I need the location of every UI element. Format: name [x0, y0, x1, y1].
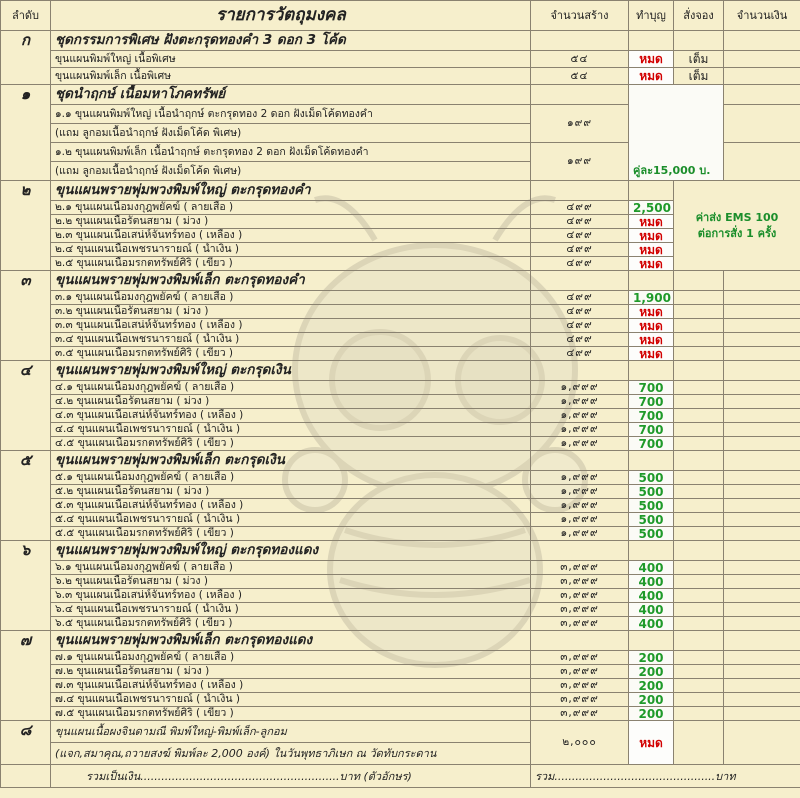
col-header-order: ลำดับ: [1, 1, 51, 31]
total-sum[interactable]: รวม..............................................บาท: [531, 765, 800, 788]
item-price: 200: [629, 679, 674, 693]
item-quantity: ๑,๙๙๙: [531, 485, 629, 499]
item-quantity: ๔๙๙: [531, 347, 629, 361]
col-header-created: จำนวนสร้าง: [531, 1, 629, 31]
item-amount[interactable]: [724, 395, 800, 409]
section-row: [1, 631, 800, 651]
table-row: [1, 575, 800, 589]
section-number: ๔: [1, 361, 51, 451]
item-name: ๑.๑ ขุนแผนพิมพ์ใหญ่ เนื้อนำฤกษ์ ตะกรุดทอง 2 ดอก ฝังเม็ดโค้ดทองคำ: [51, 105, 531, 124]
item-amount[interactable]: [724, 651, 800, 665]
item-price: หมด: [629, 51, 674, 68]
section-title: ขุนแผนพรายพุ่มพวงพิมพ์ใหญ่ ตะกรุดทองแดง: [51, 541, 531, 561]
item-name: ๕.๒ ขุนแผนเนื้อรัตนสยาม ( ม่วง ): [51, 485, 531, 499]
item-price: 500: [629, 485, 674, 499]
item-amount[interactable]: [724, 561, 800, 575]
item-name: ๖.๓ ขุนแผนเนื้อเสน่ห์จันทร์ทอง ( เหลือง ): [51, 589, 531, 603]
item-price: 500: [629, 513, 674, 527]
item-name: ๓.๑ ขุนแผนเนื้อมงกุฎพยัคฆ์ ( ลายเสือ ): [51, 291, 531, 305]
item-name: ๗.๔ ขุนแผนเนื้อเพชรนารายณ์ ( น้ำเงิน ): [51, 693, 531, 707]
item-price: 400: [629, 575, 674, 589]
item-amount[interactable]: [724, 423, 800, 437]
item-quantity: ๑๙๙: [531, 143, 629, 181]
item-name: ๕.๕ ขุนแผนเนื้อมรกตทรัพย์ศิริ ( เขียว ): [51, 527, 531, 541]
item-quantity: ๔๙๙: [531, 319, 629, 333]
item-extra: (แถม ลูกอมเนื้อนำฤกษ์ ฝังเม็ดโค้ด พิเศษ): [51, 162, 531, 181]
table-row: [1, 409, 800, 423]
section-number: ๖: [1, 541, 51, 631]
item-quantity: ๔๙๙: [531, 305, 629, 319]
item-quantity: ๓,๙๙๙: [531, 575, 629, 589]
item-name: ขุนแผนพิมพ์เล็ก เนื้อพิเศษ: [51, 68, 531, 85]
shipping-note: ค่าส่ง EMS 100 ต่อการสั่ง 1 ครั้ง: [674, 181, 800, 271]
item-amount[interactable]: [724, 409, 800, 423]
item-quantity: ๔๙๙: [531, 229, 629, 243]
item-price: 500: [629, 527, 674, 541]
item-price: 700: [629, 409, 674, 423]
item-reserve: เต็ม: [674, 51, 724, 68]
table-row: [1, 51, 800, 68]
item-name: ๔.๒ ขุนแผนเนื้อรัตนสยาม ( ม่วง ): [51, 395, 531, 409]
section-title: ชุดกรรมการพิเศษ ฝังตะกรุดทองคำ 3 ดอก 3 โค้ด: [51, 31, 531, 51]
item-price: หมด: [629, 243, 674, 257]
item-amount[interactable]: [724, 471, 800, 485]
item-price: 400: [629, 561, 674, 575]
section-row: [1, 181, 800, 201]
col-header-title: รายการวัตถุมงคล: [51, 1, 531, 31]
item-amount[interactable]: [724, 105, 800, 143]
table-row: [1, 603, 800, 617]
item-price: หมด: [629, 229, 674, 243]
item-price: 400: [629, 617, 674, 631]
item-name: ๒.๒ ขุนแผนเนื้อรัตนสยาม ( ม่วง ): [51, 215, 531, 229]
item-quantity: ๑,๙๙๙: [531, 499, 629, 513]
table-row: [1, 707, 800, 721]
item-price: หมด: [629, 721, 674, 765]
item-amount[interactable]: [724, 68, 800, 85]
item-price: หมด: [629, 215, 674, 229]
item-quantity: ๑,๙๙๙: [531, 409, 629, 423]
section-row: [1, 85, 800, 105]
section-title: ขุนแผนพรายพุ่มพวงพิมพ์เล็ก ตะกรุดทองคำ: [51, 271, 531, 291]
section-row: [1, 541, 800, 561]
item-price: 500: [629, 499, 674, 513]
table-row: [1, 679, 800, 693]
section-title: ขุนแผนพรายพุ่มพวงพิมพ์เล็ก ตะกรุดทองแดง: [51, 631, 531, 651]
item-name: ๒.๔ ขุนแผนเนื้อเพชรนารายณ์ ( น้ำเงิน ): [51, 243, 531, 257]
item-quantity: ๔๙๙: [531, 257, 629, 271]
item-amount[interactable]: [724, 617, 800, 631]
item-amount[interactable]: [724, 305, 800, 319]
table-row: [1, 333, 800, 347]
item-name: ๖.๕ ขุนแผนเนื้อมรกตทรัพย์ศิริ ( เขียว ): [51, 617, 531, 631]
item-price: 200: [629, 693, 674, 707]
item-name: ๗.๑ ขุนแผนเนื้อมงกุฎพยัคฆ์ ( ลายเสือ ): [51, 651, 531, 665]
col-header-amount: จำนวนเงิน: [724, 1, 800, 31]
item-price: 200: [629, 707, 674, 721]
item-amount[interactable]: [724, 693, 800, 707]
item-amount[interactable]: [724, 437, 800, 451]
section-number: ๕: [1, 451, 51, 541]
item-price: หมด: [629, 305, 674, 319]
item-name: ๗.๓ ขุนแผนเนื้อเสน่ห์จันทร์ทอง ( เหลือง ): [51, 679, 531, 693]
item-quantity: ๑,๙๙๙: [531, 513, 629, 527]
table-row: [1, 617, 800, 631]
item-quantity: ๓,๙๙๙: [531, 589, 629, 603]
table-row: [1, 319, 800, 333]
item-name: ๖.๑ ขุนแผนเนื้อมงกุฎพยัคฆ์ ( ลายเสือ ): [51, 561, 531, 575]
item-price: 400: [629, 589, 674, 603]
section-title: ขุนแผนพรายพุ่มพวงพิมพ์ใหญ่ ตะกรุดทองคำ: [51, 181, 531, 201]
section-number: ๑: [1, 85, 51, 181]
table-row: [1, 471, 800, 485]
item-quantity: ๑,๙๙๙: [531, 527, 629, 541]
section-number: ๓: [1, 271, 51, 361]
table-row: [1, 513, 800, 527]
item-name: ๔.๔ ขุนแผนเนื้อเพชรนารายณ์ ( น้ำเงิน ): [51, 423, 531, 437]
col-header-reserve: สั่งจอง: [674, 1, 724, 31]
table-row: [1, 693, 800, 707]
item-amount[interactable]: [724, 333, 800, 347]
item-quantity: ๔๙๙: [531, 201, 629, 215]
item-name: ๑.๒ ขุนแผนพิมพ์เล็ก เนื้อนำฤกษ์ ตะกรุดทอง 2 ดอก ฝังเม็ดโค้ดทองคำ: [51, 143, 531, 162]
item-name: ๖.๒ ขุนแผนเนื้อรัตนสยาม ( ม่วง ): [51, 575, 531, 589]
item-quantity: ๑,๙๙๙: [531, 423, 629, 437]
item-price: 2,500: [629, 201, 674, 215]
section-row: [1, 451, 800, 471]
item-quantity: ๔๙๙: [531, 291, 629, 305]
item-price: หมด: [629, 347, 674, 361]
table-row: [1, 423, 800, 437]
item-quantity: ๓,๙๙๙: [531, 665, 629, 679]
item-reserve: เต็ม: [674, 68, 724, 85]
table-row: [1, 347, 800, 361]
section-number: ก: [1, 31, 51, 85]
item-amount[interactable]: [724, 679, 800, 693]
table-row: [1, 485, 800, 499]
table-row: [1, 721, 800, 743]
table-row: [1, 651, 800, 665]
item-name: ๒.๑ ขุนแผนเนื้อมงกุฎพยัคฆ์ ( ลายเสือ ): [51, 201, 531, 215]
item-amount[interactable]: [724, 143, 800, 181]
item-amount[interactable]: [724, 707, 800, 721]
item-quantity: ๑,๙๙๙: [531, 395, 629, 409]
item-quantity: ๓,๙๙๙: [531, 651, 629, 665]
table-row: [1, 665, 800, 679]
item-price: หมด: [629, 333, 674, 347]
section-number: ๒: [1, 181, 51, 271]
table-row: [1, 395, 800, 409]
item-name: ๕.๔ ขุนแผนเนื้อเพชรนารายณ์ ( น้ำเงิน ): [51, 513, 531, 527]
item-quantity: ๑,๙๙๙: [531, 381, 629, 395]
item-name: ๓.๓ ขุนแผนเนื้อเสน่ห์จันทร์ทอง ( เหลือง ): [51, 319, 531, 333]
section-title: ขุนแผนพรายพุ่มพวงพิมพ์ใหญ่ ตะกรุดเงิน: [51, 361, 531, 381]
item-name: ๔.๑ ขุนแผนเนื้อมงกุฎพยัคฆ์ ( ลายเสือ ): [51, 381, 531, 395]
table-row: [1, 499, 800, 513]
item-amount[interactable]: [724, 589, 800, 603]
item-price: 200: [629, 665, 674, 679]
item-quantity: ๓,๙๙๙: [531, 561, 629, 575]
item-price: 500: [629, 471, 674, 485]
item-name: ๓.๒ ขุนแผนเนื้อรัตนสยาม ( ม่วง ): [51, 305, 531, 319]
item-name: ๕.๓ ขุนแผนเนื้อเสน่ห์จันทร์ทอง ( เหลือง ): [51, 499, 531, 513]
item-extra: (แจก,สมาคุณ,ถวายสงฆ์ พิมพ์ละ 2,000 องค์) ในวันพุทธาภิเษก ณ วัดทับกระดาน: [51, 743, 531, 765]
item-amount[interactable]: [724, 381, 800, 395]
item-price: หมด: [629, 257, 674, 271]
item-amount[interactable]: [724, 499, 800, 513]
table-row: [1, 437, 800, 451]
item-quantity: ๑,๙๙๙: [531, 437, 629, 451]
section-row: [1, 31, 800, 51]
item-amount[interactable]: [724, 575, 800, 589]
item-amount[interactable]: [724, 603, 800, 617]
item-price: หมด: [629, 68, 674, 85]
section-title: ขุนแผนพรายพุ่มพวงพิมพ์เล็ก ตะกรุดเงิน: [51, 451, 531, 471]
section-row: [1, 361, 800, 381]
section-number: ๗: [1, 631, 51, 721]
item-amount[interactable]: [724, 485, 800, 499]
item-name: ๓.๕ ขุนแผนเนื้อมรกตทรัพย์ศิริ ( เขียว ): [51, 347, 531, 361]
item-name: ๓.๔ ขุนแผนเนื้อเพชรนารายณ์ ( น้ำเงิน ): [51, 333, 531, 347]
item-name: ขุนแผนเนื้อผงจินดามณี พิมพ์ใหญ่-พิมพ์เล็ก-ลูกอม: [51, 721, 531, 743]
section-title: ชุดนำฤกษ์ เนื้อมหาโภคทรัพย์: [51, 85, 531, 105]
col-header-donation: ทำบุญ: [629, 1, 674, 31]
item-amount[interactable]: [724, 51, 800, 68]
section-row: [1, 271, 800, 291]
item-name: ๗.๒ ขุนแผนเนื้อรัตนสยาม ( ม่วง ): [51, 665, 531, 679]
item-price: 700: [629, 437, 674, 451]
table-row: [1, 305, 800, 319]
item-quantity: ๔๙๙: [531, 215, 629, 229]
item-quantity: ๓,๙๙๙: [531, 707, 629, 721]
item-amount[interactable]: [724, 319, 800, 333]
item-quantity: ๑,๙๙๙: [531, 471, 629, 485]
item-price: 400: [629, 603, 674, 617]
item-price: 700: [629, 395, 674, 409]
item-amount[interactable]: [724, 721, 800, 765]
table-row: [1, 68, 800, 85]
item-name: ๔.๕ ขุนแผนเนื้อมรกตทรัพย์ศิริ ( เขียว ): [51, 437, 531, 451]
section-number: ๘: [1, 721, 51, 765]
table-row: [1, 589, 800, 603]
table-row: [1, 527, 800, 541]
item-quantity: ๔๙๙: [531, 243, 629, 257]
table-row: [1, 291, 800, 305]
item-name: ขุนแผนพิมพ์ใหญ่ เนื้อพิเศษ: [51, 51, 531, 68]
item-name: ๕.๑ ขุนแผนเนื้อมงกุฎพยัคฆ์ ( ลายเสือ ): [51, 471, 531, 485]
item-name: ๗.๕ ขุนแผนเนื้อมรกตทรัพย์ศิริ ( เขียว ): [51, 707, 531, 721]
item-quantity: ๓,๙๙๙: [531, 693, 629, 707]
item-quantity: ๕๔: [531, 51, 629, 68]
item-name: ๒.๕ ขุนแผนเนื้อมรกตทรัพย์ศิริ ( เขียว ): [51, 257, 531, 271]
total-row: [1, 765, 800, 788]
item-quantity: ๓,๙๙๙: [531, 617, 629, 631]
item-name: ๒.๓ ขุนแผนเนื้อเสน่ห์จันทร์ทอง ( เหลือง ): [51, 229, 531, 243]
item-price: หมด: [629, 319, 674, 333]
item-name: ๖.๔ ขุนแผนเนื้อเพชรนารายณ์ ( น้ำเงิน ): [51, 603, 531, 617]
item-quantity: ๓,๙๙๙: [531, 603, 629, 617]
item-name: ๔.๓ ขุนแผนเนื้อเสน่ห์จันทร์ทอง ( เหลือง ): [51, 409, 531, 423]
table-row: [1, 561, 800, 575]
item-amount[interactable]: [724, 513, 800, 527]
item-amount[interactable]: [724, 527, 800, 541]
item-extra: (แถม ลูกอมเนื้อนำฤกษ์ ฝังเม็ดโค้ด พิเศษ): [51, 124, 531, 143]
item-price: 1,900: [629, 291, 674, 305]
item-quantity: ๑๙๙: [531, 105, 629, 143]
pair-price: คู่ละ15,000 บ.: [629, 85, 724, 181]
table-row: [1, 381, 800, 395]
item-amount[interactable]: [724, 665, 800, 679]
item-quantity: ๕๔: [531, 68, 629, 85]
item-quantity: ๒,๐๐๐: [531, 721, 629, 765]
item-quantity: ๔๙๙: [531, 333, 629, 347]
item-quantity: ๓,๙๙๙: [531, 679, 629, 693]
item-price: 700: [629, 423, 674, 437]
total-in-words[interactable]: รวมเป็นเงิน.........................................................บาท (ตัวอักษร): [51, 765, 531, 788]
header-row: [1, 1, 800, 31]
item-amount[interactable]: [724, 291, 800, 305]
item-price: 200: [629, 651, 674, 665]
item-price: 700: [629, 381, 674, 395]
item-amount[interactable]: [724, 347, 800, 361]
